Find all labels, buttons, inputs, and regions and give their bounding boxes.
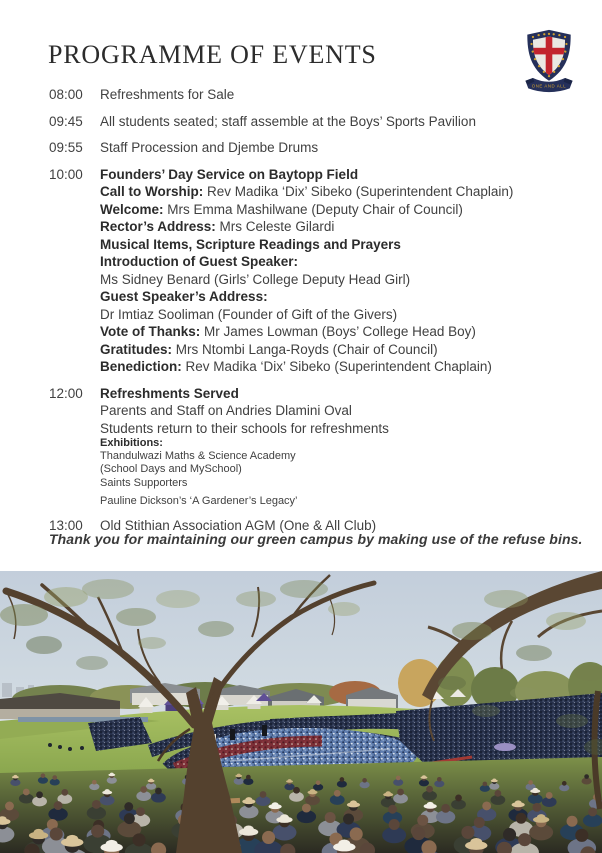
schedule-line: Saints Supporters [100, 476, 188, 489]
schedule-line: Old Stithian Association AGM (One & All Club) [100, 518, 377, 534]
schedule-time: 10:00 [49, 166, 83, 182]
schedule-entry [100, 139, 584, 157]
schedule-line: Musical Items, Scripture Readings and Prayers [100, 236, 401, 252]
schedule-line: Vote of Thanks: Mr James Lowman (Boys’ College Head Boy) [100, 324, 476, 339]
schedule-line: (School Days and MySchool) [100, 463, 242, 476]
schedule [49, 83, 584, 544]
page-title: PROGRAMME OF EVENTS [48, 40, 377, 69]
schedule-line: Refreshments Served [100, 385, 239, 401]
schedule-entry [100, 83, 584, 104]
schedule-line: All students seated; staff assemble at the Boys’ Sports Pavilion [100, 113, 476, 129]
schedule-line: Rector’s Address: Mrs Celeste Gilardi [100, 219, 335, 234]
schedule-row [49, 139, 584, 157]
schedule-line: Founders’ Day Service on Baytopp Field [100, 166, 359, 182]
crest-motto: ONE AND ALL [531, 83, 567, 89]
schedule-line: Students return to their schools for refreshments [100, 420, 389, 436]
schedule-line: Ms Sidney Benard (Girls’ College Deputy Head Girl) [100, 271, 411, 287]
school-crest-icon [520, 28, 578, 94]
schedule-line: Pauline Dickson’s ‘A Gardener’s Legacy’ [100, 494, 298, 507]
schedule-entry [100, 385, 584, 509]
schedule-line: Thandulwazi Maths & Science Academy [100, 450, 296, 463]
schedule-line: Staff Procession and Djembe Drums [100, 140, 319, 155]
schedule-row [49, 385, 584, 509]
schedule-entry [100, 113, 584, 131]
schedule-row [49, 166, 584, 376]
schedule-row [49, 83, 584, 104]
event-photo-illustration [0, 571, 602, 853]
schedule-time: 13:00 [49, 518, 83, 534]
schedule-line: Parents and Staff on Andries Dlamini Oval [100, 403, 352, 418]
schedule-line: Exhibitions: [100, 437, 163, 449]
schedule-entry [100, 166, 584, 376]
schedule-line: Introduction of Guest Speaker: [100, 254, 299, 269]
schedule-line: Call to Worship: Rev Madika ‘Dix’ Sibeko (Superintendent Chaplain) [100, 184, 514, 199]
schedule-time: 12:00 [49, 385, 83, 401]
schedule-time: 09:45 [49, 113, 83, 129]
schedule-line: Guest Speaker’s Address: [100, 289, 268, 304]
schedule-line: Gratitudes: Mrs Ntombi Langa-Royds (Chair of Council) [100, 341, 438, 357]
schedule-time: 09:55 [49, 140, 83, 155]
schedule-line: Dr Imtiaz Sooliman (Founder of Gift of the Givers) [100, 306, 398, 322]
schedule-line: Refreshments for Sale [100, 87, 235, 102]
schedule-line: Welcome: Mrs Emma Mashilwane (Deputy Chair of Council) [100, 201, 463, 217]
schedule-time: 08:00 [49, 87, 83, 102]
green-campus-note: Thank you for maintaining our green campus by making use of the refuse bins. [49, 531, 583, 547]
event-photo [0, 571, 602, 853]
schedule-line: Benediction: Rev Madika ‘Dix’ Sibeko (Superintendent Chaplain) [100, 359, 492, 374]
schedule-row [49, 113, 584, 131]
